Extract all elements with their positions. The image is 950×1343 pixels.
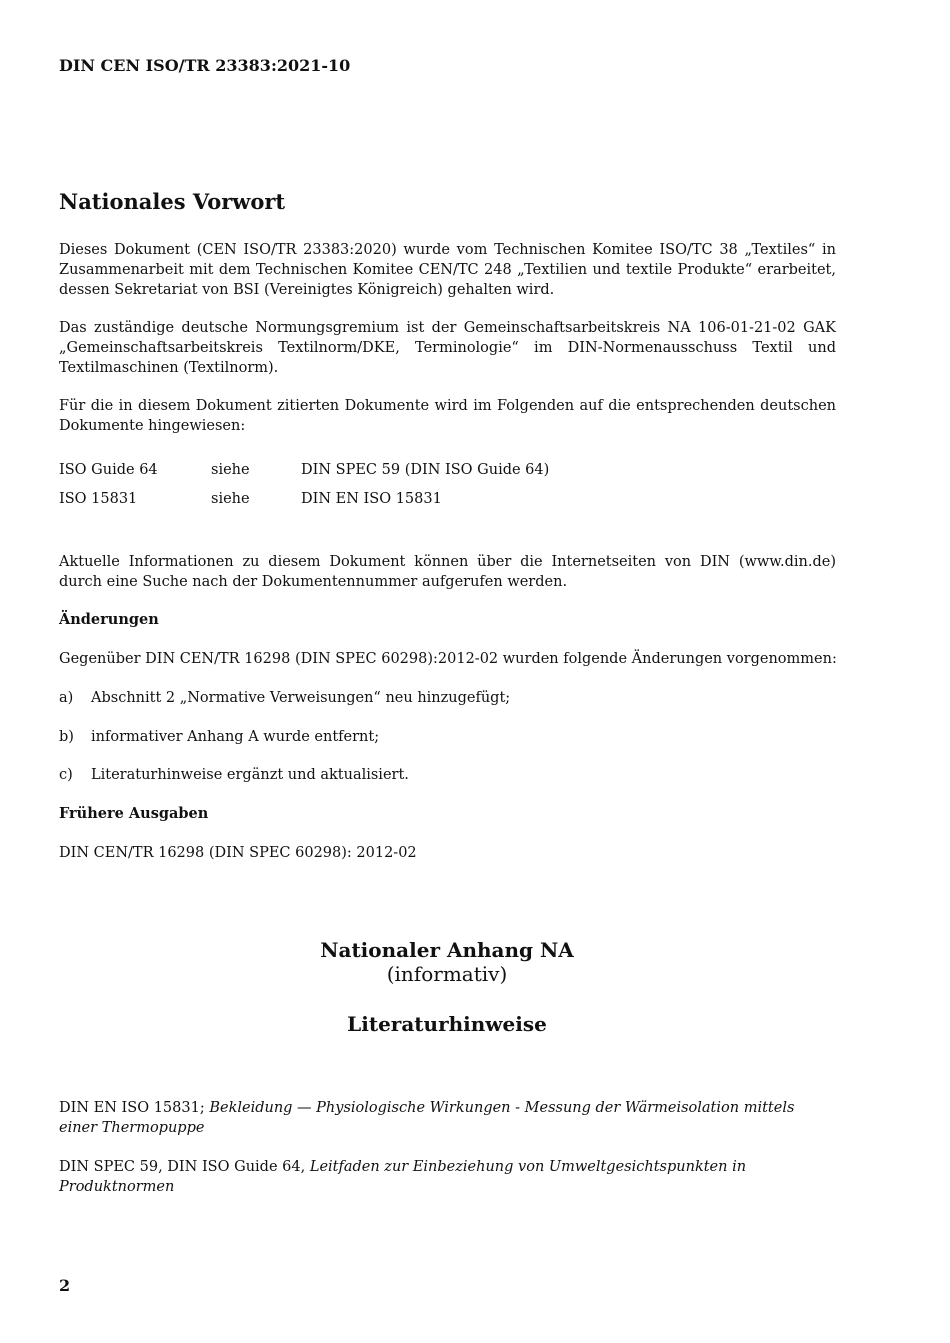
bibliography-entry: DIN SPEC 59, DIN ISO Guide 64, Leitfaden zur Einbeziehung von Umweltgesichtspunkten in Produktnormen [59, 1159, 747, 1195]
foreword-paragraph-2: Das zuständige deutsche Normungsgremium ist der Gemeinschaftsarbeitskreis NA 106-01-21-02 GAK „Gemeinschaftsarbeitskreis Textilnorm/DKE, Terminologie“ im DIN-Normenausschuss Textil und Textilmaschinen (Textilnorm). [59, 320, 836, 376]
reference-iso-doc: ISO Guide 64 [59, 462, 158, 478]
page-number: 2 [59, 1276, 71, 1295]
annex-subtitle: (informativ) [386, 962, 508, 986]
reference-din-doc: DIN EN ISO 15831 [301, 491, 442, 507]
list-text: Abschnitt 2 „Normative Verweisungen“ neu hinzugefügt; [91, 690, 511, 706]
list-text: informativer Anhang A wurde entfernt; [91, 729, 380, 745]
previous-editions-heading: Frühere Ausgaben [59, 805, 209, 822]
changes-heading: Änderungen [59, 611, 159, 628]
bibliography-entry: DIN EN ISO 15831; Bekleidung — Physiologische Wirkungen - Messung der Wärmeisolation mittels einer Thermopuppe [59, 1100, 795, 1136]
bibliography-title: Leitfaden zur Einbeziehung von Umweltgesichtspunkten in Produktnormen [59, 1159, 747, 1195]
foreword-paragraph-1: Dieses Dokument (CEN ISO/TR 23383:2020) wurde vom Technischen Komitee ISO/TC 38 „Textiles“ in Zusammenarbeit mit dem Technischen Komitee CEN/TC 248 „Textilien und textile Produkte“ erarbeitet, dessen Sekretariat von BSI (Vereinigtes Königreich) gehalten wird. [59, 242, 836, 298]
list-marker: b) [59, 729, 74, 745]
foreword-paragraph-4: Aktuelle Informationen zu diesem Dokument können über die Internetseiten von DIN (www.din.de) durch eine Suche nach der Dokumentennummer aufgerufen werden. [59, 554, 836, 590]
list-marker: a) [59, 690, 74, 706]
reference-iso-doc: ISO 15831 [59, 491, 138, 507]
bibliography-heading: Literaturhinweise [347, 1012, 547, 1036]
foreword-title: Nationales Vorwort [59, 189, 286, 214]
reference-see: siehe [211, 462, 250, 478]
bibliography-doc: DIN EN ISO 15831 [59, 1100, 200, 1116]
foreword-paragraph-3: Für die in diesem Dokument zitierten Dokumente wird im Folgenden auf die entsprechenden deutschen Dokumente hingewiesen: [59, 398, 836, 434]
bibliography-title: Bekleidung — Physiologische Wirkungen - Messung der Wärmeisolation mittels einer Thermopuppe [59, 1100, 795, 1136]
list-marker: c) [59, 767, 73, 783]
changes-intro: Gegenüber DIN CEN/TR 16298 (DIN SPEC 60298):2012-02 wurden folgende Änderungen vorgenommen: [59, 651, 837, 667]
previous-editions-text: DIN CEN/TR 16298 (DIN SPEC 60298): 2012-02 [59, 845, 417, 861]
annex-title: Nationaler Anhang NA [320, 938, 574, 962]
reference-see: siehe [211, 491, 250, 507]
bibliography-doc: DIN SPEC 59, DIN ISO Guide 64 [59, 1159, 301, 1175]
list-text: Literaturhinweise ergänzt und aktualisiert. [91, 767, 409, 783]
document-header: DIN CEN ISO/TR 23383:2021-10 [59, 56, 351, 75]
reference-din-doc: DIN SPEC 59 (DIN ISO Guide 64) [301, 462, 550, 478]
